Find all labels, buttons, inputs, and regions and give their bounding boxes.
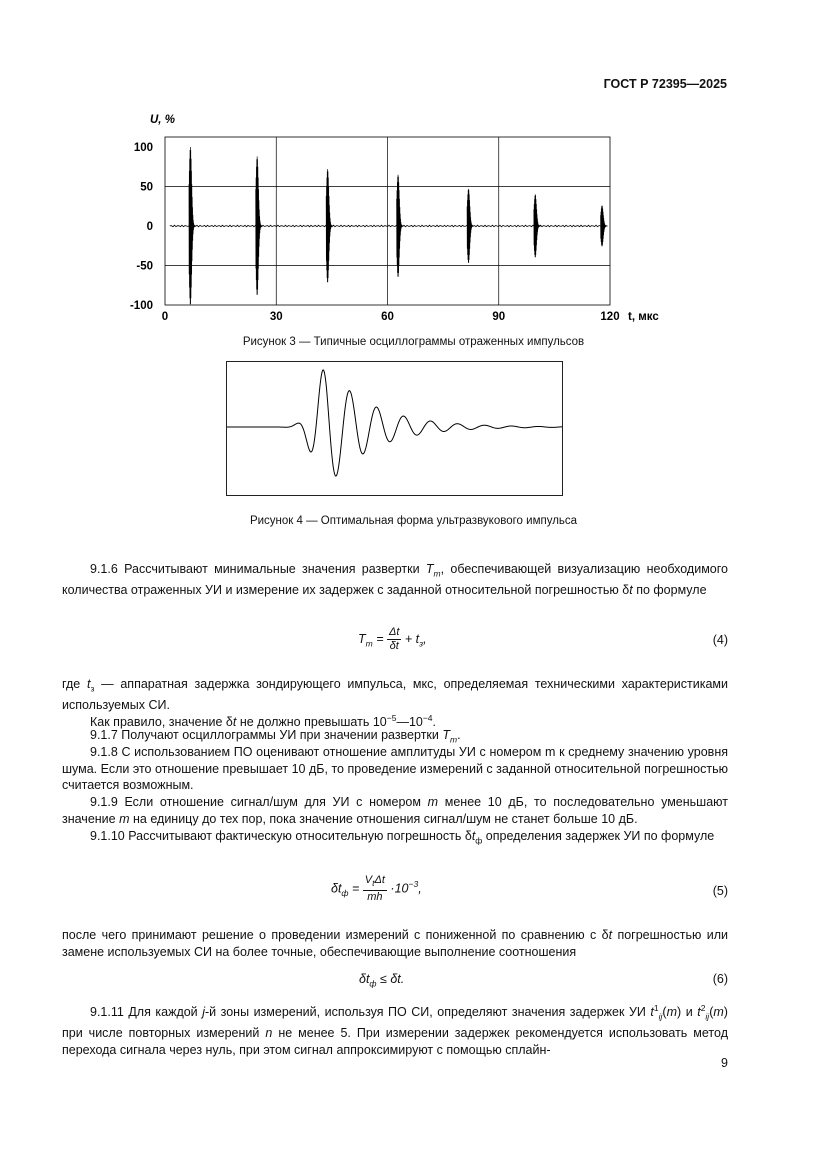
equation-5-number: (5) [712,884,728,898]
x-tick-label: 60 [381,311,394,323]
paragraph-rule: Как правило, значение δt не должно превышать $10^{-5}—10^{-4}$. [90,713,437,730]
y-tick-label: -50 [136,260,153,273]
equation-6: $\delta t_ф \le \delta t$. [359,972,405,989]
pulse-shape-figure [226,361,563,496]
equation-5: $\delta t_ф$ = $\frac{V_t\Delta t}{mh}$ $\cdot 10^{-3}$, [331,874,422,904]
x-tick-label: 90 [492,311,506,323]
y-axis-label: U, % [150,114,175,126]
y-tick-label: 50 [140,181,153,194]
paragraph-9-1-7: 9.1.7 Получают осциллограммы УИ при значении развертки $T_m$. [90,728,461,745]
pulse-mark [256,157,263,295]
pulse-mark [467,189,474,263]
equation-4-number: (4) [712,633,728,647]
equation-4: $T_m$ = $\frac{\Delta t}{\delta t}$ + $t_з$, [358,626,427,652]
paragraph-9-1-6: 9.1.6 Рассчитывают минимальные значения развертки $T_m$, обеспечивающей визуализацию необходимого количества отраженных УИ и измерение их задержек с заданной относительной погрешностью δt по формуле [62,562,728,597]
paragraph-where: где $t_з$ — аппаратная задержка зондирующего импульса, мкс, определяемая техническими характеристиками используемых СИ. [62,677,728,712]
equation-6-number: (6) [712,972,728,986]
x-axis-label: t, мкс [628,311,659,323]
y-tick-label: 0 [146,221,153,233]
y-tick-label: -100 [129,300,153,312]
x-tick-label: 0 [161,311,169,323]
paragraph-9-1-11: 9.1.11 Для каждой j-й зоны измерений, используя ПО СИ, определяют значения задержек УИ $t^1_{ij}(m)$ и $t^2_{ij}(m)$ при числе повторных измерений n не менее 5. При измерении задержек рекомендуется использовать метод перехода сигнала через нуль, при этом сигнал аппроксимируют с помощью сплайн- [62,1003,728,1057]
pulse-mark [397,175,404,277]
y-tick-label: 100 [133,142,153,154]
figure-3-caption: Рисунок 3 — Типичные осциллограммы отраженных импульсов [242,336,585,348]
oscillogram-chart [120,110,680,325]
x-tick-label: 120 [600,311,620,323]
pulse-waveform [227,362,562,495]
page-number: 9 [721,1056,728,1070]
x-tick-label: 30 [269,311,283,323]
paragraph-9-1-9: 9.1.9 Если отношение сигнал/шум для УИ с номером m менее 10 дБ, то последовательно уменьшают значение m на единицу до тех пор, пока значение отношения сигнал/шум не станет больше 10 дБ. [62,795,728,826]
paragraph-after-eq5: после чего принимают решение о проведении измерений с пониженной по сравнению с δt погрешностью или замене используемых СИ на более точные, обеспечивающие выполнение соотношения [62,928,728,959]
paragraph-9-1-10: 9.1.10 Рассчитывают фактическую относительную погрешность $\delta t_ф$ определения задержек УИ по формуле [90,829,715,846]
pulse-mark [534,194,541,257]
paragraph-9-1-8: 9.1.8 С использованием ПО оценивают отношение амплитуды УИ с номером m к среднему значению уровня шума. Если это отношение превышает 10 дБ, то проведение измерений с заданной относительной погрешностью считается возможным. [62,745,728,792]
pulse-mark [601,206,608,247]
figure-4-caption: Рисунок 4 — Оптимальная форма ультразвукового импульса [249,515,578,527]
pulse-mark [189,147,196,304]
document-header: ГОСТ Р 72395—2025 [603,77,727,91]
